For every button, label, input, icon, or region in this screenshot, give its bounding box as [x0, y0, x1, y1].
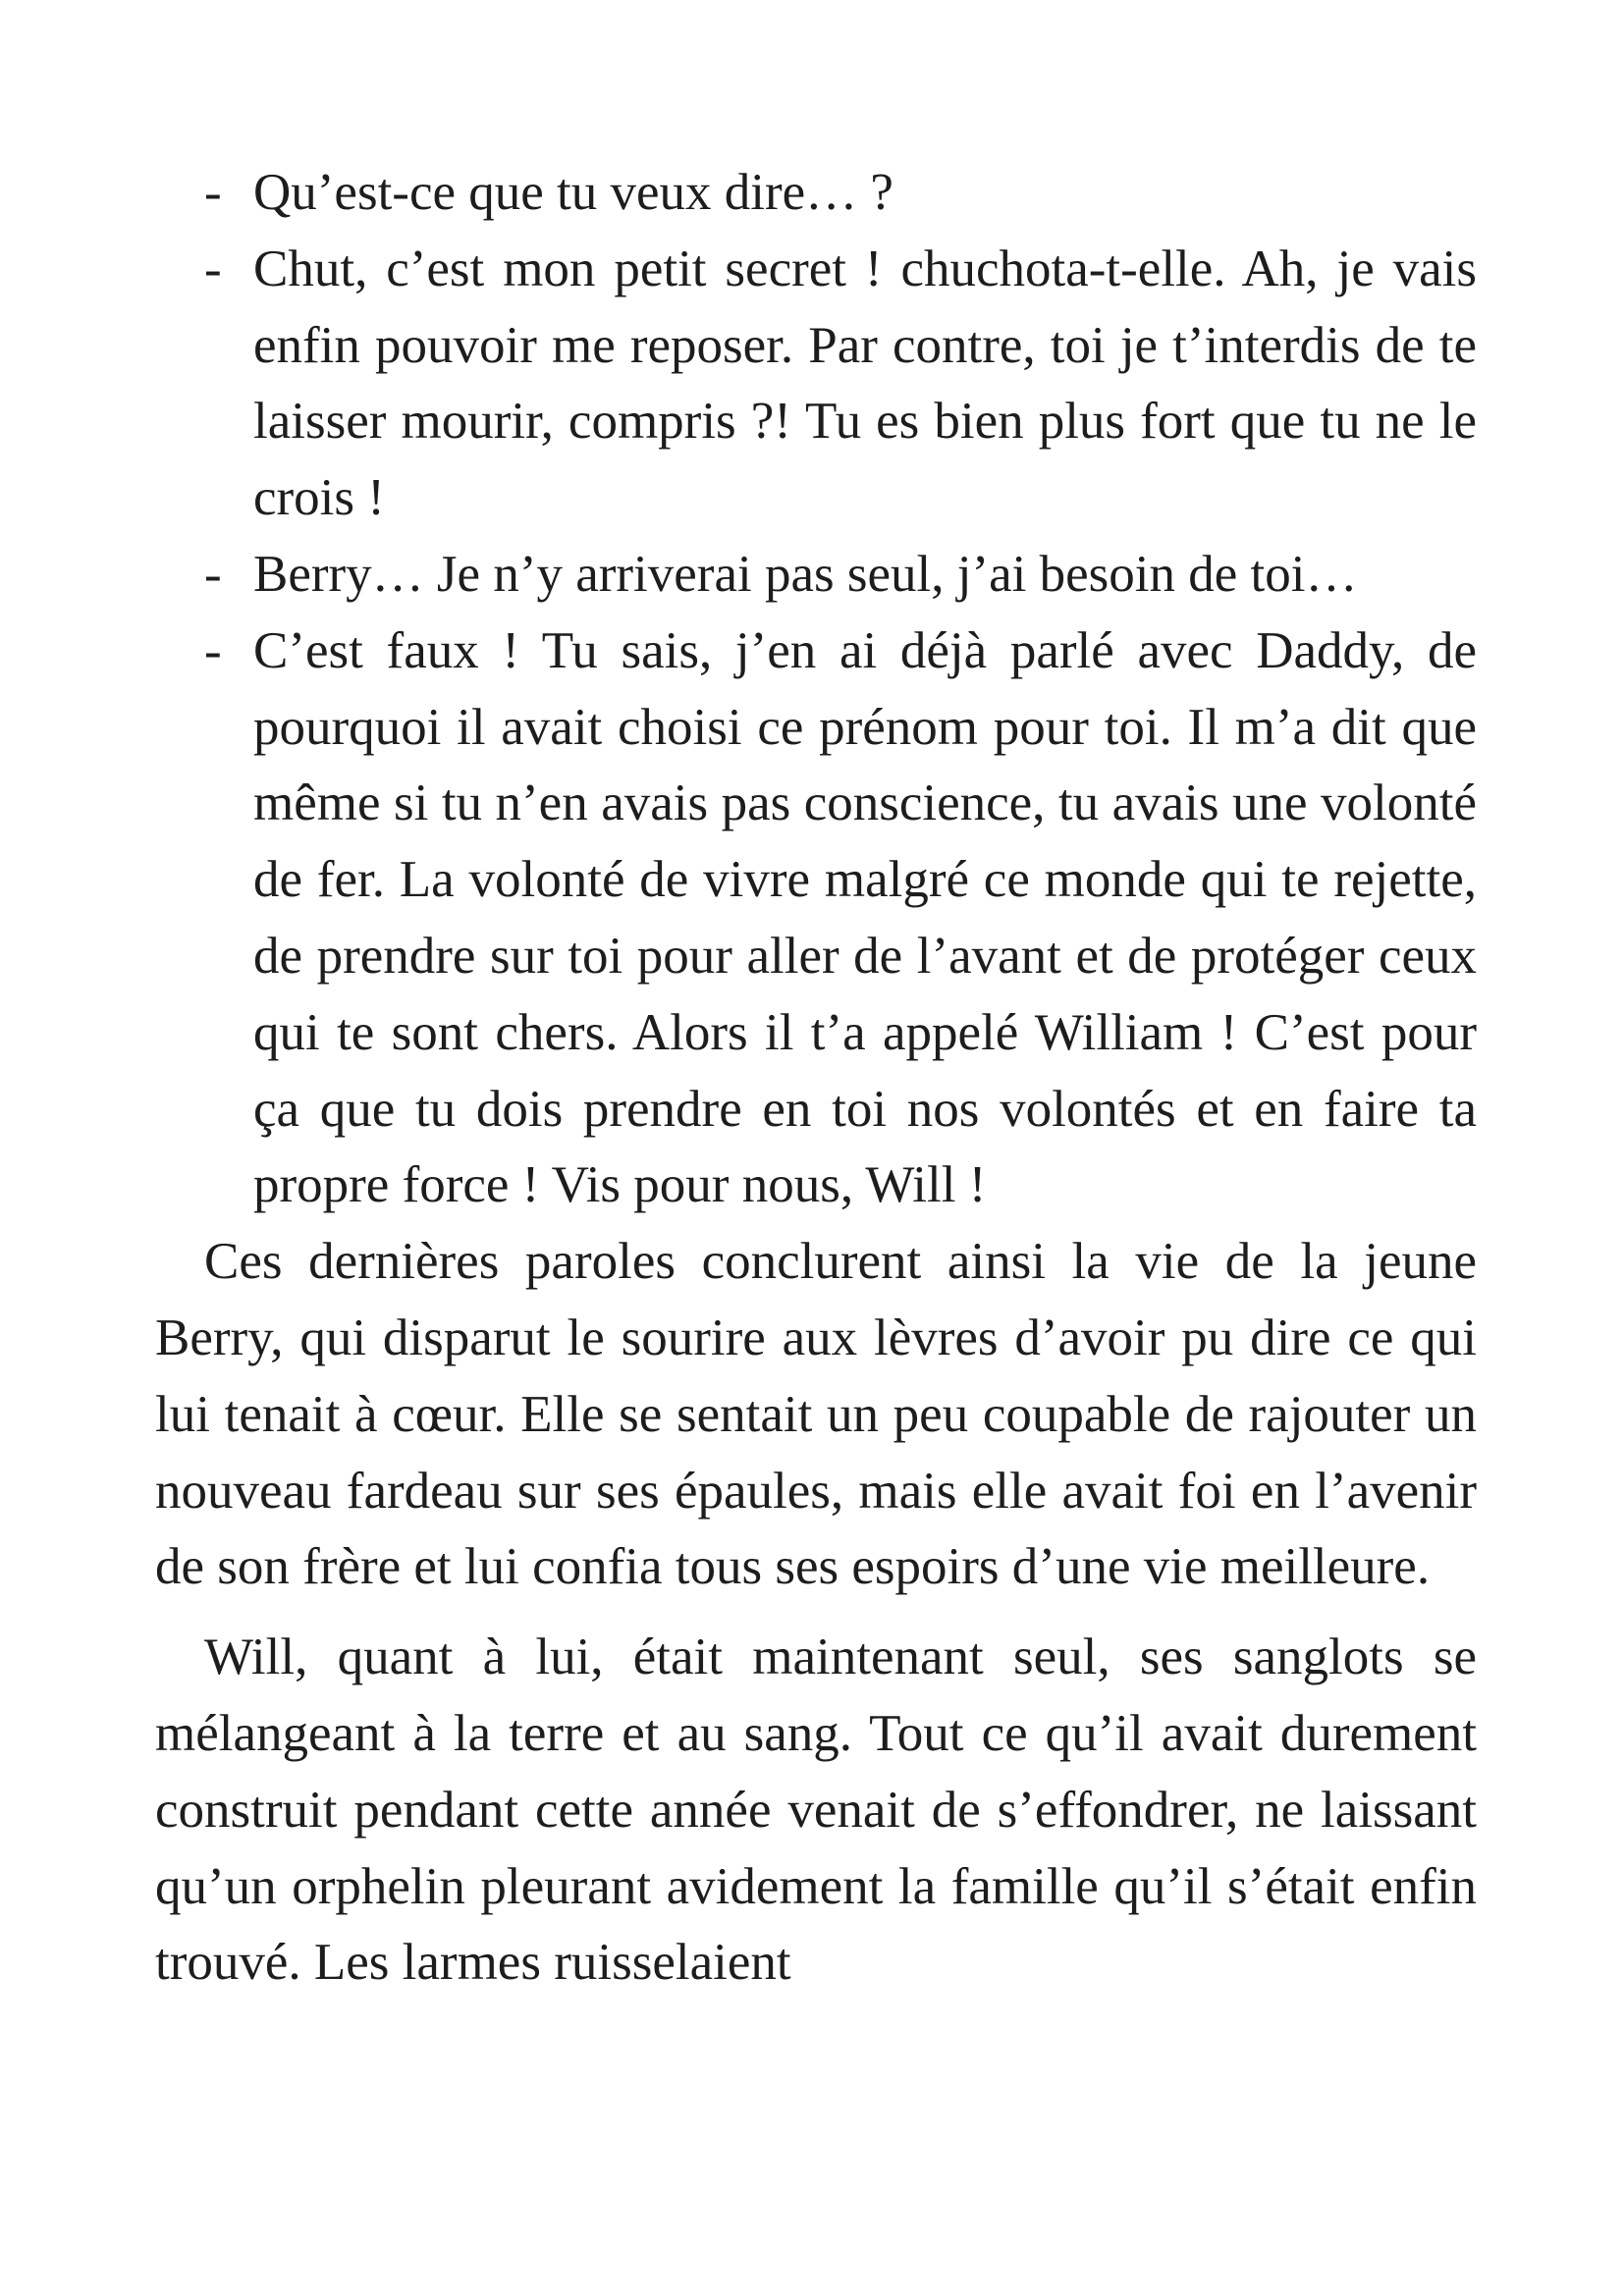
dialogue-text: C’est faux ! Tu sais, j’en ai déjà parlé avec Daddy, de pourquoi il avait choisi ce prénom pour toi. Il m’a dit que même si tu n’en avais pas conscience, tu avais une volonté de fer. La volonté de vivre malgré ce monde qui te rejette, de prendre sur toi pour aller de l’avant et de protéger ceux qui te sont chers. Alors il t’a appelé William ! C’est pour ça que tu dois prendre en toi nos volontés et en faire ta propre force ! Vis pour nous, Will ! [253, 621, 1477, 1214]
dialogue-line [155, 614, 1477, 1224]
dialogue-line [155, 537, 1477, 614]
dialogue-line [155, 232, 1477, 537]
page-text [155, 155, 1477, 2002]
dialogue-line [155, 155, 1477, 232]
dialogue-dash: - [204, 545, 222, 603]
dialogue-dash: - [204, 164, 222, 221]
dialogue-dash: - [204, 621, 222, 679]
narrative-paragraph: Ces dernières paroles conclurent ainsi la vie de la jeune Berry, qui disparut le sourire aux lèvres d’avoir pu dire ce qui lui tenait à cœur. Elle se sentait un peu coupable de rajouter un nouveau fardeau sur ses épaules, mais elle avait foi en l’avenir de son frère et lui confia tous ses espoirs d’une vie meilleure. [155, 1233, 1477, 1596]
dialogue-text: Chut, c’est mon petit secret ! chuchota-t-elle. Ah, je vais enfin pouvoir me reposer. Par contre, toi je t’interdis de te laisser mourir, compris ?! Tu es bien plus fort que tu ne le crois ! [253, 240, 1477, 527]
dialogue-dash: - [204, 240, 222, 297]
dialogue-text: Berry… Je n’y arriverai pas seul, j’ai besoin de toi… [253, 545, 1358, 603]
dialogue-text: Qu’est-ce que tu veux dire… ? [253, 164, 893, 221]
narrative-paragraph: Will, quant à lui, était maintenant seul, ses sanglots se mélangeant à la terre et au sang. Tout ce qu’il avait durement construit pendant cette année venait de s’effondrer, ne laissant qu’un orphelin pleurant avidement la famille qu’il s’était enfin trouvé. Les larmes ruisselaient [155, 1629, 1477, 1992]
